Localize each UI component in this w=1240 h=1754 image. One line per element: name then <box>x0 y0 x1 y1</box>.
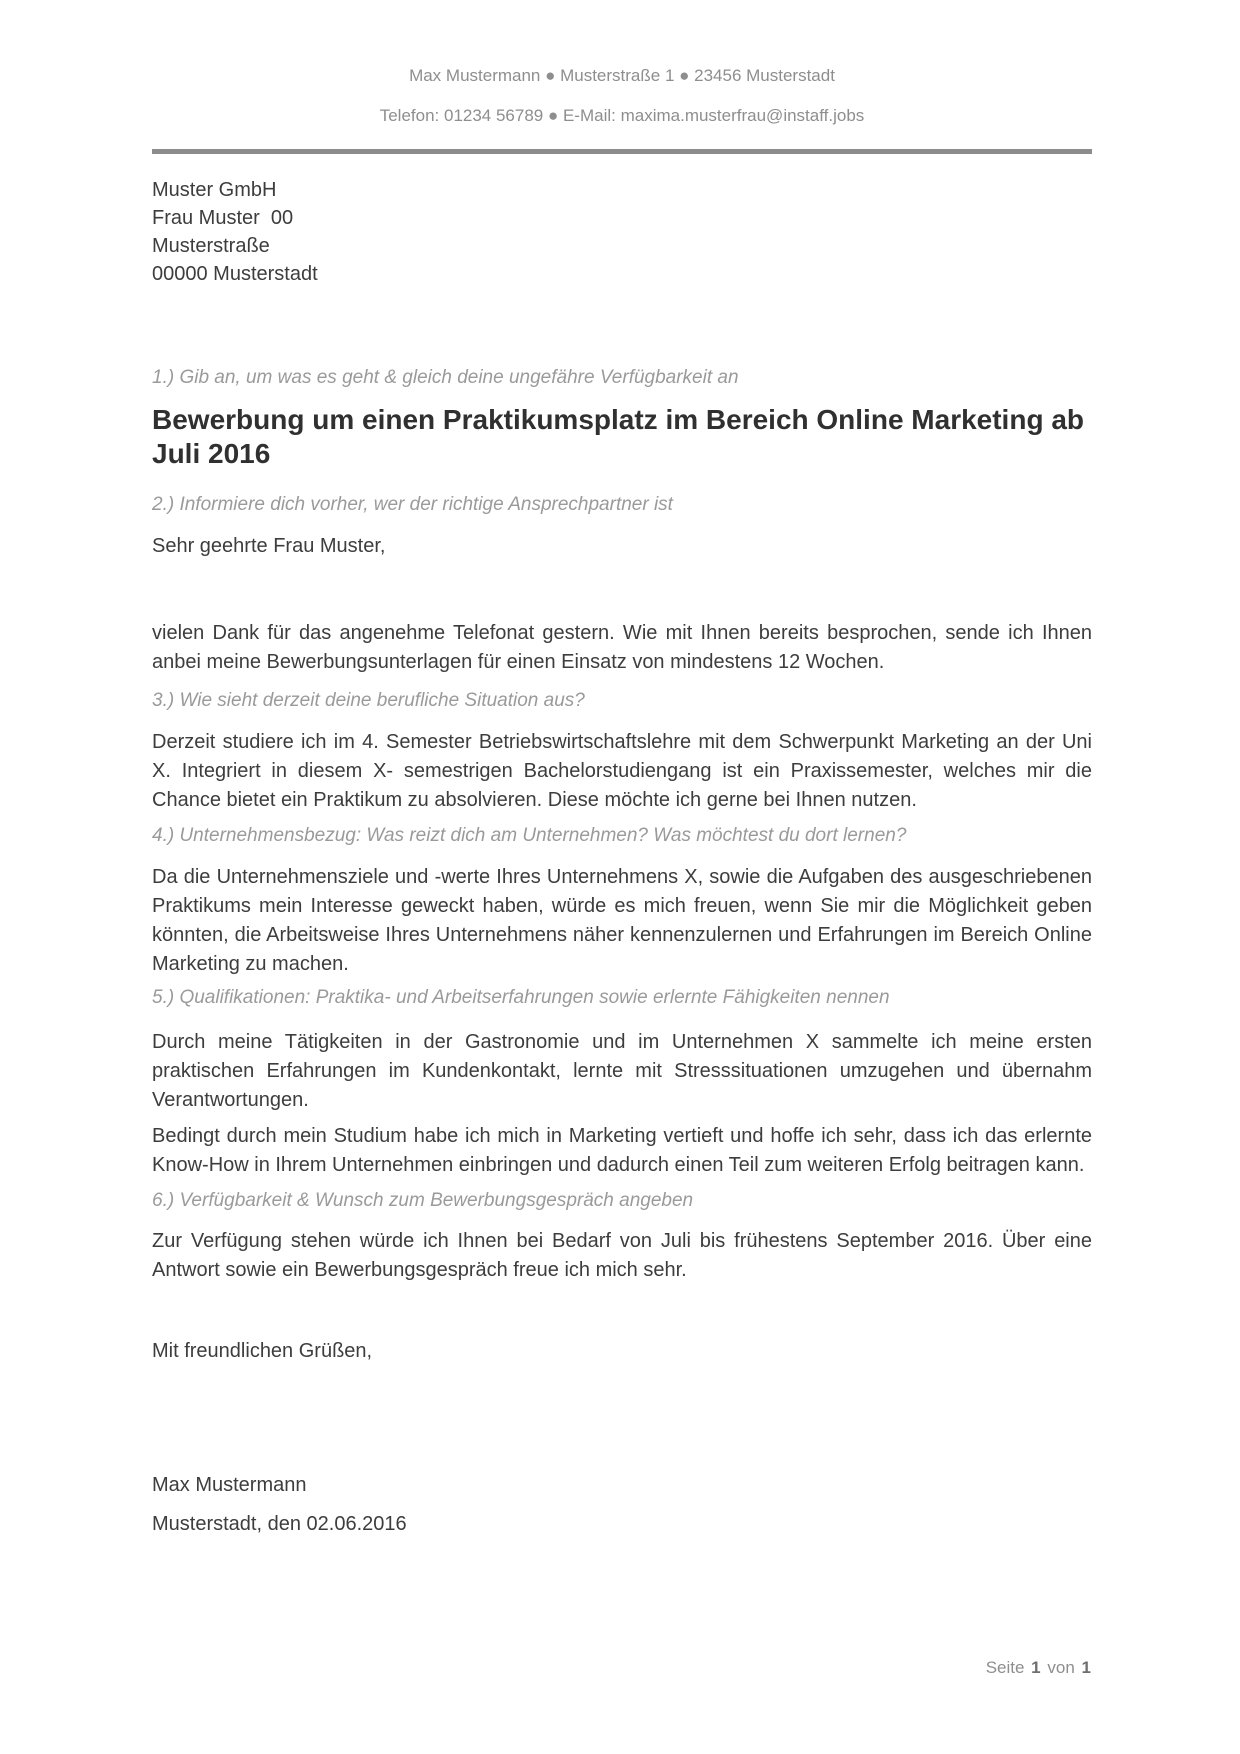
paragraph-company-motivation: Da die Unternehmensziele und -werte Ihres Unternehmens X, sowie die Aufgaben des ausgeschriebenen Praktikums mein Interesse geweckt haben, würde es mich freuen, wenn Sie mir die Möglichkeit geben könnten, die Arbeitsweise Ihres Unternehmens näher kennenzulernen und Erfahrungen im Bereich Online Marketing zu machen. <box>152 866 1092 975</box>
paragraph-qualifications: Durch meine Tätigkeiten in der Gastronomie und im Unternehmen X sammelte ich meine ersten praktischen Erfahrungen im Kundenkontakt, lernte mit Stresssituationen umzugehen und übernahm Verantwortungen. <box>152 1031 1092 1111</box>
header-sender-line: Max Mustermann ● Musterstraße 1 ● 23456 Musterstadt <box>409 66 835 85</box>
hint-line-6: 6.) Verfügbarkeit & Wunsch zum Bewerbungsgespräch angeben <box>152 1190 694 1211</box>
footer-total-page-number: 1 <box>1081 1658 1091 1677</box>
hint-line-4: 4.) Unternehmensbezug: Was reizt dich am Unternehmen? Was möchtest du dort lernen? <box>152 825 907 846</box>
paragraph-studies: Bedingt durch mein Studium habe ich mich in Marketing vertieft und hoffe ich sehr, dass ich das erlernte Know-How in Ihrem Unternehmen einbringen und dadurch einen Teil zum weiteren Erfolg beitragen kann. <box>152 1125 1092 1176</box>
footer-current-page-number: 1 <box>1031 1658 1041 1677</box>
paragraph-current-situation: Derzeit studiere ich im 4. Semester Betriebswirtschaftslehre mit dem Schwerpunkt Marketing an der Uni X. Integriert in diesem X- semestrigen Bachelorstudiengang ist ein Praxissemester, welches mir die Chance bietet ein Praktikum zu absolvieren. Diese möchte ich gerne bei Ihnen nutzen. <box>152 731 1092 811</box>
header-rule <box>152 149 1092 154</box>
recipient-company: Muster GmbH <box>152 179 277 201</box>
recipient-city: 00000 Musterstadt <box>152 263 318 285</box>
recipient-street: Musterstraße <box>152 235 270 257</box>
header-contact-line: Telefon: 01234 56789 ● E-Mail: maxima.musterfrau@instaff.jobs <box>379 106 865 125</box>
hint-line-2: 2.) Informiere dich vorher, wer der richtige Ansprechpartner ist <box>152 494 673 515</box>
recipient-address <box>152 176 1092 288</box>
subject-line: Bewerbung um einen Praktikumsplatz im Bereich Online Marketing ab Juli 2016 <box>152 404 1084 469</box>
hint-line-1: 1.) Gib an, um was es geht & gleich deine ungefähre Verfügbarkeit an <box>152 367 739 388</box>
recipient-contact-person: Frau Muster 00 <box>152 207 294 229</box>
closing-line: Mit freundlichen Grüßen, <box>152 1340 373 1362</box>
footer-of-label: von <box>1047 1658 1075 1677</box>
letter-content <box>152 0 1092 1539</box>
paragraph-availability: Zur Verfügung stehen würde ich Ihnen bei Bedarf von Juli bis frühestens September 2016. Über eine Antwort sowie ein Bewerbungsgespräch freue ich mich sehr. <box>152 1230 1092 1281</box>
paragraph-intro: vielen Dank für das angenehme Telefonat gestern. Wie mit Ihnen bereits besprochen, sende ich Ihnen anbei meine Bewerbungsunterlagen für einen Einsatz von mindestens 12 Wochen. <box>152 622 1092 673</box>
place-and-date: Musterstadt, den 02.06.2016 <box>152 1513 407 1535</box>
hint-line-5: 5.) Qualifikationen: Praktika- und Arbeitserfahrungen sowie erlernte Fähigkeiten nennen <box>152 987 890 1008</box>
footer-page-label: Seite <box>985 1658 1025 1677</box>
hint-line-3: 3.) Wie sieht derzeit deine berufliche Situation aus? <box>152 690 585 711</box>
page-footer <box>152 1656 1092 1680</box>
signature-name: Max Mustermann <box>152 1474 307 1496</box>
salutation: Sehr geehrte Frau Muster, <box>152 535 386 557</box>
